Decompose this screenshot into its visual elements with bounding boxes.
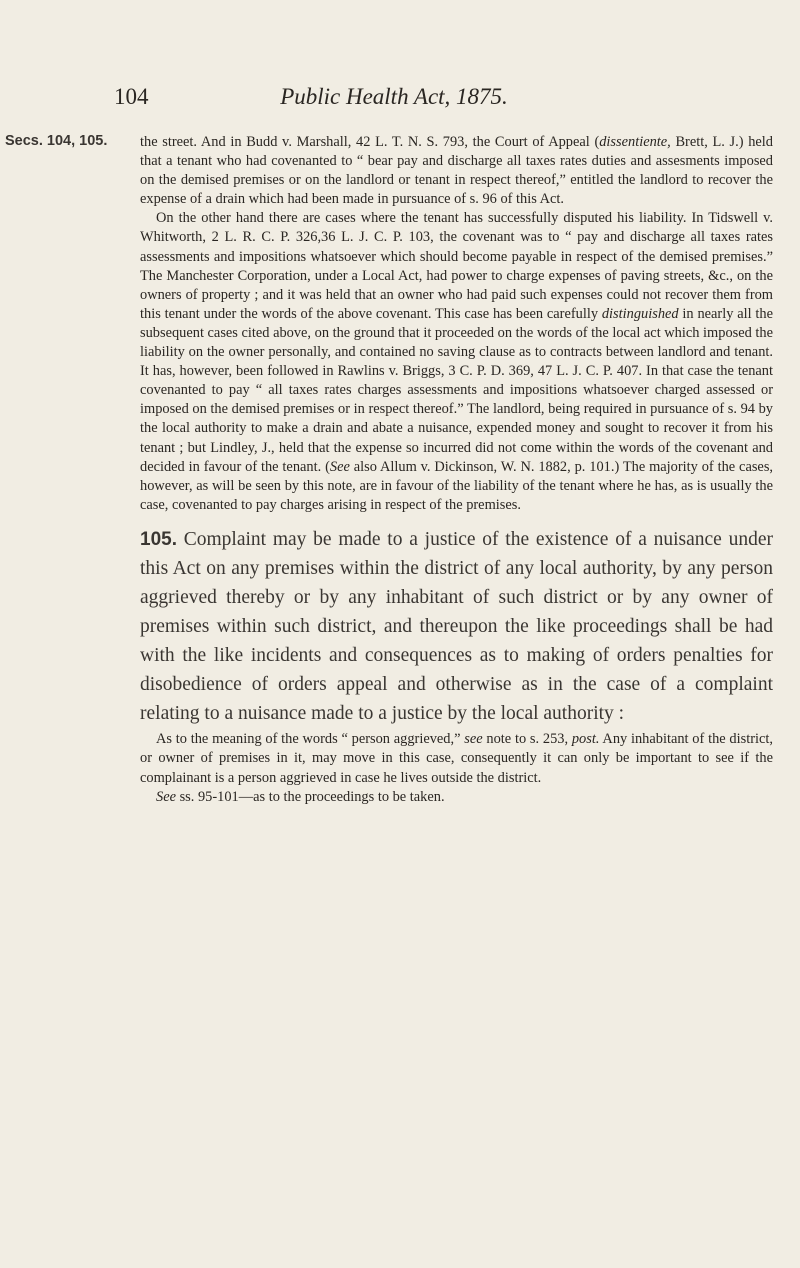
text-run: ss. 95-101—as to the proceedings to be taken. [175,789,445,806]
section-number: 105. [140,528,177,550]
running-header [114,84,674,114]
italic-run: See [156,789,176,806]
running-title: Public Health Act, 1875. [280,84,508,109]
note-proceedings [140,788,773,807]
text-run: note to s. 253, [482,730,572,747]
text-run: in nearly all the subsequent cases cited above, on the ground that it proceeded on the words of the local act which imposed the liability on the owner personally, and contained no saving clause as to contracts between landlord and tenant. It has, however, been followed in Rawlins v. Briggs, 3 C. P. D. 369, 47 L. J. C. P. 407. In that case the tenant covenanted to pay “ all taxes rates charges assessments and impositions whatsoever charged assessed or imposed on the demised premises or in respect thereof.” The landlord, being required in pursuance of s. 94 by the local authority to make a drain and abate a nuisance, expended money and sought to recover it from his tenant ; but Lindley, J., held that the expense so incurred did not come within the words of the covenant and decided in favour of the tenant. ( [140,305,773,475]
margin-section-label: Secs. 104, 105. [5,133,108,149]
section-105 [140,525,773,728]
text-run: On the other hand there are cases where the tenant has successfully disputed his liability. In Tidswell v. Whitworth, 2 L. R. C. P. 326,36 L. J. C. P. 103, the covenant was to “ pay and discharge all taxes rates assessments and impositions whatsoever which should become payable in respect of the demised premises.” The Manchester Corporation, under a Local Act, had power to charge expenses of paving streets, &c., on the owners of property ; and it was held that an owner who had paid such expenses could not recover them from this tenant under the words of the above covenant. This case has been carefully [140,210,773,322]
page-number: 104 [114,84,149,109]
italic-run: see [464,730,483,747]
page-body [140,133,773,808]
text-run: also Allum v. Dickinson, W. N. 1882, p. 101.) The majority of the cases, however, as will be seen by this note, are in favour of the liability of the tenant where he has, as is usually the case, covenanted to pay charges arising in respect of the premises. [140,458,774,513]
italic-run: distinguished [601,305,679,322]
text-run: Any inhabitant of the district, or owner of premises in it, may move in this case, consequently it can only be important to see if the complainant is a person aggrieved in case he lives outside the district. [140,730,773,786]
italic-run: post. [571,730,600,747]
italic-run: dissentiente, [599,134,671,150]
text-run: Brett, L. J.) held that a tenant who had covenanted to “ bear pay and discharge all taxes rates duties and assesments imposed on the demised premises or on the landlord or tenant in respect thereof,” entitled the landlord to recover the expense of a drain which had been made in pursuance of s. 96 of this Act. [140,134,773,208]
paragraph-continuation [140,133,773,209]
section-text: Complaint may be made to a justice of the existence of a nuisance under this Act on any premises within the district of any local authority, by any person aggrieved thereby or by any inhabitant of such district or by any owner of premises within such district, and thereupon the like proceedings shall be had with the like incidents and consequences as to making of orders penalties for disobedience of orders appeal and otherwise as in the case of a complaint relating to a nuisance made to a justice by the local authority : [140,528,773,724]
text-run: the street. And in Budd v. Marshall, 42 L. T. N. S. 793, the Court of Appeal ( [140,134,600,150]
text-run: As to the meaning of the words “ person aggrieved,” [156,730,465,747]
note-person-aggrieved [140,730,773,788]
italic-run: See [329,458,350,475]
paragraph-other-hand [140,209,773,515]
section-notes [140,730,773,808]
